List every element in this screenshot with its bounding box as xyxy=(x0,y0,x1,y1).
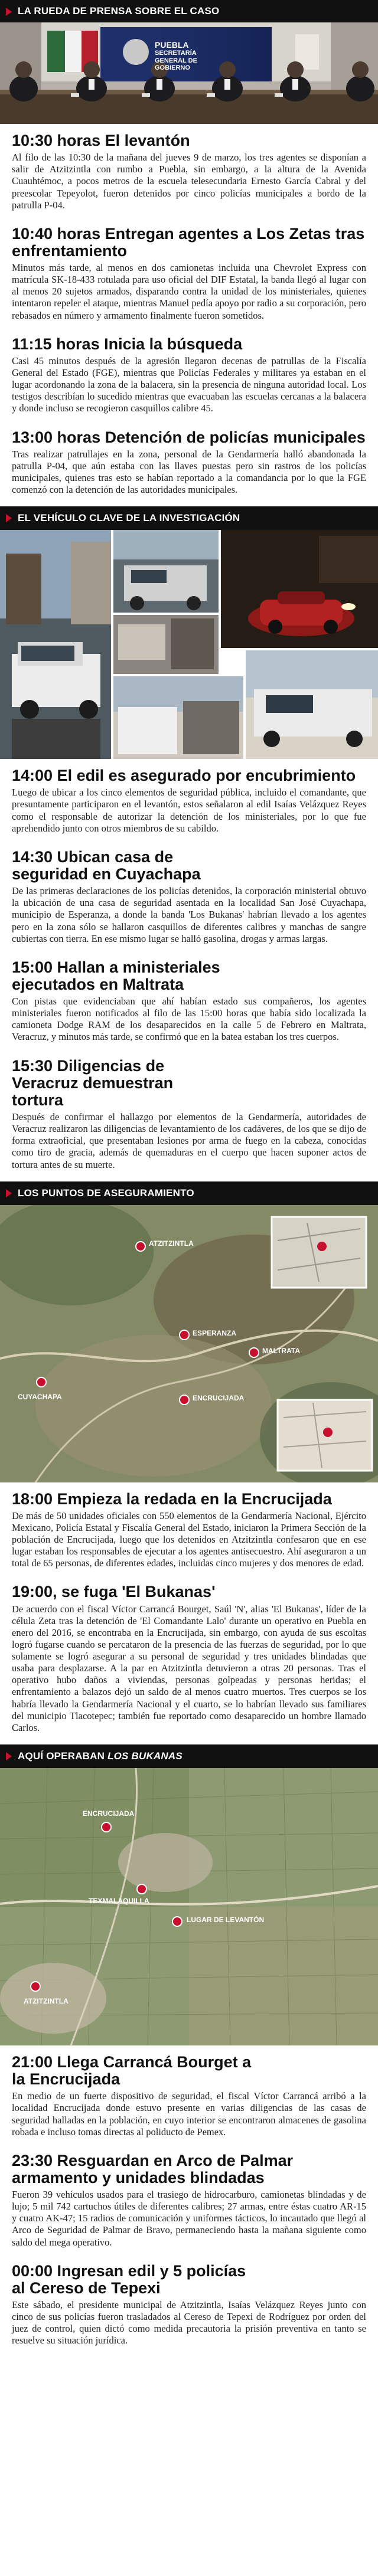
entry-body: Tras realizar patrullajes en la zona, personal de la Gendarmería halló abandonada la patrulla P-04, que aún estaba con las llaves puestas pero sin rastros de los policías municipales, quienes tras esto se habían reportado a la comandancia por lo que la FGE comenzó con la detención de las autoridades municipales. xyxy=(12,448,366,496)
title-emphasis: LOS BUKANAS xyxy=(107,1750,183,1762)
entry-body: De acuerdo con el fiscal Víctor Carrancá Bourget, Saúl 'N', alias 'El Bukanas', líder de la célula Zeta tras la detención de 'El Comandante Lalo' durante un operativo en Puebla en enero del 2016, se encontraba en la Encrucijada, sin embargo, con ayuda de sus escoltas logró fugarse cuando se percataron de la presencia de las fuerzas de seguridad, por lo que solamente se logró asegurar a su personal de seguridad y tres unidades blindadas que usaba para desplazarse. A la par en Atzitzintla detuvieron a otras 20 personas. Tras el operativo hubo daños a viviendas, personas golpeadas y personas heridas; el enfrentamiento a balazos dejó un saldo de al menos cuatro muertos. Tres cuerpos se los habría llevado la Gendarmería Nacional y el cuarto, se lo habrían llevado sus familiares del municipio Tlacotepec; también fue reportado como desaparecido un hombre llamado Carlos. xyxy=(12,1603,366,1733)
entry-body: Este sábado, el presidente municipal de Atzitzintla, Isaías Velázquez Reyes junto con cinco de sus policías fueron trasladados al Cereso de Tepexi de Rodríguez por orden del juez de control, quien dictó como medida precautoria la prisión preventiva en tanto se resuelve su situación jurídica. xyxy=(12,2299,366,2346)
entry-body: Casi 45 minutos después de la agresión llegaron decenas de patrullas de la Fiscalía General del Estado (FGE), mientras que Policías Federales y militares ya estaban en el lugar acordonando la zona de la balacera, sin la presencia de ninguna autoridad local. Los testigos describían lo sucedido mientras que evacuaban las escuelas cercanas a la balacera y donde incluso se recogieron casquillos calibre 45. xyxy=(12,355,366,414)
map-label-encrucijada: ENCRUCIJADA xyxy=(83,1809,135,1818)
timeline-entry xyxy=(0,953,378,1052)
section-title: LOS PUNTOS DE ASEGURAMIENTO xyxy=(18,1187,194,1199)
entry-body: Al filo de las 10:30 de la mañana del jueves 9 de marzo, los tres agentes se disponían a salir de Atzitzintla con rumbo a Puebla, sin embargo, a la altura de la Avenida Cuauhtémoc, a pocos metros de la escuela telesecundaria Ernesto García Cabral y del preescolar Tepeyolot, fueron detenidos por cinco policías municipales a bordo de la patrulla P-04. xyxy=(12,152,366,211)
entry-body: Minutos más tarde, al menos en dos camionetas incluida una Chevrolet Express con matrícula SK-18-433 rotulada para uso oficial del DIF Estatal, la banda llegó al lugar con al menos 20 sujetos armados, disparando contra la unidad de los ministeriales, quienes intentaron repeler el ataque, mientras Manuel pedía apoyo por radio a su corporación, pero rebasados en número y armamento finalmente fueron sometidos. xyxy=(12,262,366,321)
entry-body: De las primeras declaraciones de los policías detenidos, la corporación ministerial obtuvo la ubicación de una casa de seguridad asentada en la localidad San José Cuyachapa, municipio de Esperanza, a donde la banda 'Los Bukanas' habrían llevado a los agentes pero en la zona sólo se hallaron casquillos de diferentes calibres y manchas de sangre cubiertas con tierra. En ese mismo lugar se halló gasolina, drogas y armas largas. xyxy=(12,885,366,944)
timeline-entry xyxy=(0,2146,378,2257)
entry-body: De más de 50 unidades oficiales con 550 elementos de la Gendarmería Nacional, Ejército Mexicano, Policía Estatal y Fiscalía General del Estado, iniciaron la Primera Sección de la población de Encrucijada, luego que los detenidos en Atzitzintla confesaron que en ese lugar estaban los responsables de ejecutar a los agentes antisecuestro. Ahí aseguraron a un total de 65 personas, de diferentes edades, incluidas cinco mujeres y dos menores de edad. xyxy=(12,1510,366,1569)
satellite-map-seizure-points xyxy=(0,1205,378,1482)
map-label-texmalaquilla: TEXMALAQUILLA xyxy=(89,1896,149,1905)
entry-heading: 10:30 horas El levantón xyxy=(12,132,190,149)
press-conference-photo xyxy=(0,22,378,124)
section-header-bukanas-area xyxy=(0,1744,378,1768)
banner-line-2: SECRETARÍA GENERAL DE GOBIERNO xyxy=(155,50,197,72)
entry-body: Luego de ubicar a los cinco elementos de seguridad pública, incluido el comandante, que presuntamente participaron en el levantón, estos señalaron al edil Isaías Velázquez Reyes como el responsable de autorizar la detención de los ministeriales, por lo que fue aprehendido junto con otros miembros de su cabildo. xyxy=(12,787,366,834)
section-header-press-conference xyxy=(0,0,378,22)
section-header-seizure-points xyxy=(0,1181,378,1205)
timeline-entry xyxy=(0,423,378,507)
entry-heading: 19:00, se fuga 'El Bukanas' xyxy=(12,1583,216,1601)
entry-body: Con pistas que evidenciaban que ahí habían estado sus compañeros, los agentes ministeriales fueron notificados al filo de las 15:00 horas que había sido localizada la camioneta Dodge RAM de los desaparecidos en la calle 5 de Febrero en Maltrata, Veracruz, y minutos más tarde, se confirmó que en la batea estaban los tres cuerpos. xyxy=(12,996,366,1043)
entry-heading: 15:00 Hallan a ministeriales ejecutados en Maltrata xyxy=(12,958,220,993)
triangle-marker-icon xyxy=(6,514,12,522)
timeline-entry xyxy=(0,2045,378,2146)
title-prefix: AQUÍ OPERABAN xyxy=(18,1750,108,1762)
timeline-entry xyxy=(0,1577,378,1744)
map-label-lugar-levanton: LUGAR DE LEVANTÓN xyxy=(187,1915,265,1924)
map-label-maltrata: MALTRATA xyxy=(262,1346,300,1355)
entry-heading: 23:30 Resguardan en Arco de Palmar armamento y unidades blindadas xyxy=(12,2151,294,2187)
banner-line-1: PUEBLA xyxy=(155,40,189,50)
entry-heading: 21:00 Llega Carrancá Bourget a la Encrucijada xyxy=(12,2053,252,2089)
map-label-atzitzintla: ATZITZINTLA xyxy=(149,1239,194,1248)
timeline-entry xyxy=(0,330,378,423)
triangle-marker-icon xyxy=(6,1189,12,1197)
entry-heading: 14:30 Ubican casa de seguridad en Cuyachapa xyxy=(12,847,201,883)
timeline-entry xyxy=(0,1482,378,1578)
entry-heading: 14:00 El edil es asegurado por encubrimiento xyxy=(12,767,356,785)
entry-heading: 11:15 horas Inicia la búsqueda xyxy=(12,335,243,353)
satellite-map-bukanas xyxy=(0,1768,378,2045)
vehicle-photo-collage xyxy=(0,530,378,759)
entry-heading: 13:00 horas Detención de policías municipales xyxy=(12,428,366,446)
timeline-entry xyxy=(0,759,378,843)
section-title xyxy=(18,1750,183,1762)
press-banner-text xyxy=(155,40,267,72)
section-title: EL VEHÍCULO CLAVE DE LA INVESTIGACIÓN xyxy=(18,512,240,524)
entry-body: Fueron 39 vehículos usados para el trasiego de hidrocarburo, camionetas blindadas y de lujo; 5 mil 742 cartuchos útiles de diferentes calibres; 27 armas, entre éstas cuatro AR-15 y cuatro AK-47; 15 radios de comunicación y uniformes tácticos, lo incautado que llegó al Arco de Seguridad de Palmar de Bravo, permaneciendo hasta la mañana siguiente como saldo del mega operativo. xyxy=(12,2189,366,2248)
timeline-entry xyxy=(0,124,378,220)
entry-heading: 00:00 Ingresan edil y 5 policías al Cereso de Tepexi xyxy=(12,2261,246,2297)
entry-heading: 10:40 horas Entregan agentes a Los Zetas tras enfrentamiento xyxy=(12,224,365,260)
triangle-marker-icon xyxy=(6,1752,12,1760)
map-label-encrucijada: ENCRUCIJADA xyxy=(193,1393,245,1402)
section-title: LA RUEDA DE PRENSA SOBRE EL CASO xyxy=(18,5,220,17)
timeline-entry xyxy=(0,2257,378,2359)
timeline-entry xyxy=(0,1052,378,1181)
map-label-esperanza: ESPERANZA xyxy=(193,1328,237,1337)
map-label-atzitzintla: ATZITZINTLA xyxy=(24,1996,69,2005)
timeline-entry xyxy=(0,843,378,953)
entry-body: Después de confirmar el hallazgo por elementos de la Gendarmería, autoridades de Veracruz realizaron las diligencias de levantamiento de los cadáveres, de los que se dijo de forma extraoficial, que presentaban lesiones por arma de fuego en la cabeza, conocidas como tiro de gracia, además de quemaduras en el cuerpo que hacen suponer actos de tortura antes de su muerte. xyxy=(12,1111,366,1170)
map-label-cuyachapa: CUYACHAPA xyxy=(18,1392,62,1401)
entry-heading: 15:30 Diligencias de Veracruz demuestran tortura xyxy=(12,1056,174,1109)
entry-body: En medio de un fuerte dispositivo de seguridad, el fiscal Víctor Carrancá arribó a la localidad Encrucijada donde estuvo presente en varias diligencias de las casas de seguridad halladas en la población, en cuyo interior se encontraron almacenes de gasolina robada e incluso tomas directas al poliducto de Pemex. xyxy=(12,2090,366,2138)
timeline-entry xyxy=(0,220,378,330)
triangle-marker-icon xyxy=(6,8,12,16)
entry-heading: 18:00 Empieza la redada en la Encrucijada xyxy=(12,1490,332,1508)
section-header-key-vehicle xyxy=(0,506,378,530)
